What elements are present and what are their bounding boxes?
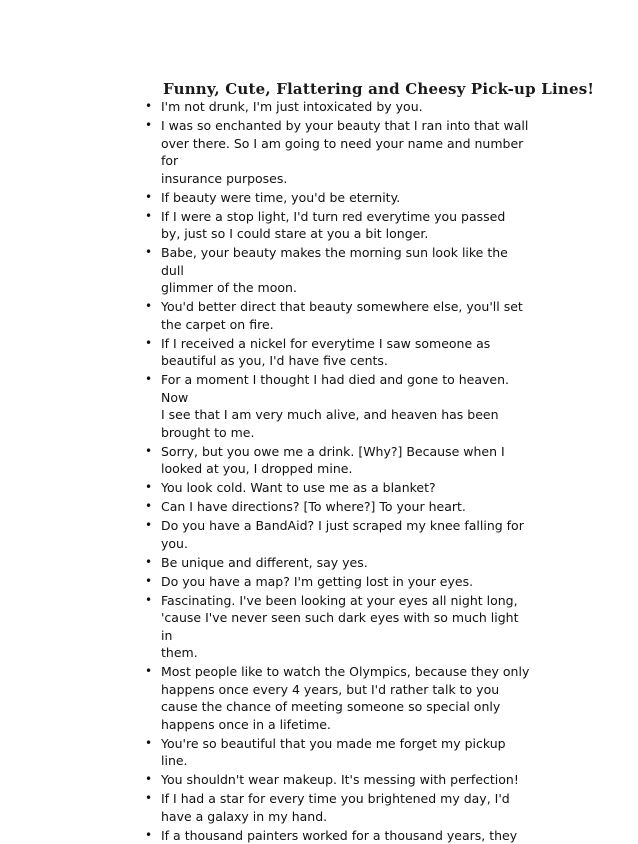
bullet-icon: • (145, 790, 155, 808)
bullet-icon: • (145, 208, 155, 226)
list-item (145, 208, 533, 243)
list-item (145, 517, 533, 552)
list-item (145, 827, 533, 844)
list-item (145, 498, 533, 516)
pickup-line-text: If a thousand painters worked for a thousand years, they (161, 827, 533, 844)
pickup-line-text: Fascinating. I've been looking at your eyes all night long, 'cause I've never seen such dark eyes with so much light in them. (161, 592, 533, 662)
pickup-line-text: You look cold. Want to use me as a blanket? (161, 479, 533, 497)
pickup-line-text: Do you have a map? I'm getting lost in your eyes. (161, 573, 533, 591)
pickup-line-text: Can I have directions? [To where?] To your heart. (161, 498, 533, 516)
list-item (145, 771, 533, 789)
pickup-line-text: If beauty were time, you'd be eternity. (161, 189, 533, 207)
pickup-line-text: If I had a star for every time you brightened my day, I'd have a galaxy in my hand. (161, 790, 533, 825)
list-item (145, 790, 533, 825)
bullet-icon: • (145, 335, 155, 353)
bullet-icon: • (145, 573, 155, 591)
pickup-line-text: You'd better direct that beauty somewhere else, you'll set the carpet on fire. (161, 298, 533, 333)
pickup-line-text: You shouldn't wear makeup. It's messing with perfection! (161, 771, 533, 789)
list-item (145, 443, 533, 478)
bullet-icon: • (145, 592, 155, 610)
bullet-icon: • (145, 517, 155, 535)
list-item (145, 573, 533, 591)
bullet-icon: • (145, 244, 155, 262)
document-title: Funny, Cute, Flattering and Cheesy Pick-up Lines! (163, 80, 583, 98)
bullet-icon: • (145, 498, 155, 516)
list-item (145, 335, 533, 370)
list-item (145, 244, 533, 297)
pickup-line-text: Sorry, but you owe me a drink. [Why?] Because when I looked at you, I dropped mine. (161, 443, 533, 478)
list-item (145, 663, 533, 733)
bullet-icon: • (145, 771, 155, 789)
bullet-icon: • (145, 117, 155, 135)
list-item (145, 298, 533, 333)
pickup-line-text: If I were a stop light, I'd turn red everytime you passed by, just so I could stare at you a bit longer. (161, 208, 533, 243)
bullet-icon: • (145, 663, 155, 681)
list-item (145, 479, 533, 497)
bullet-icon: • (145, 443, 155, 461)
list-item (145, 371, 533, 441)
bullet-icon: • (145, 735, 155, 753)
list-item (145, 189, 533, 207)
pickup-lines-list (145, 98, 533, 844)
pickup-line-text: Most people like to watch the Olympics, because they only happens once every 4 years, but I'd rather talk to you cause the chance of meeting someone so special only happens once in a lifetime. (161, 663, 533, 733)
pickup-line-text: If I received a nickel for everytime I saw someone as beautiful as you, I'd have five cents. (161, 335, 533, 370)
list-item (145, 98, 533, 116)
bullet-icon: • (145, 98, 155, 116)
bullet-icon: • (145, 554, 155, 572)
bullet-icon: • (145, 189, 155, 207)
pickup-line-text: For a moment I thought I had died and gone to heaven. Now I see that I am very much alive, and heaven has been brought to me. (161, 371, 533, 441)
pickup-line-text: Be unique and different, say yes. (161, 554, 533, 572)
list-item (145, 554, 533, 572)
pickup-line-text: I was so enchanted by your beauty that I ran into that wall over there. So I am going to need your name and number for insurance purposes. (161, 117, 533, 187)
bullet-icon: • (145, 827, 155, 844)
pickup-line-text: I'm not drunk, I'm just intoxicated by you. (161, 98, 533, 116)
list-item (145, 117, 533, 187)
pickup-line-text: Do you have a BandAid? I just scraped my knee falling for you. (161, 517, 533, 552)
bullet-icon: • (145, 371, 155, 389)
list-item (145, 735, 533, 770)
list-item (145, 592, 533, 662)
bullet-icon: • (145, 298, 155, 316)
bullet-icon: • (145, 479, 155, 497)
pickup-line-text: Babe, your beauty makes the morning sun look like the dull glimmer of the moon. (161, 244, 533, 297)
pickup-line-text: You're so beautiful that you made me forget my pickup line. (161, 735, 533, 770)
